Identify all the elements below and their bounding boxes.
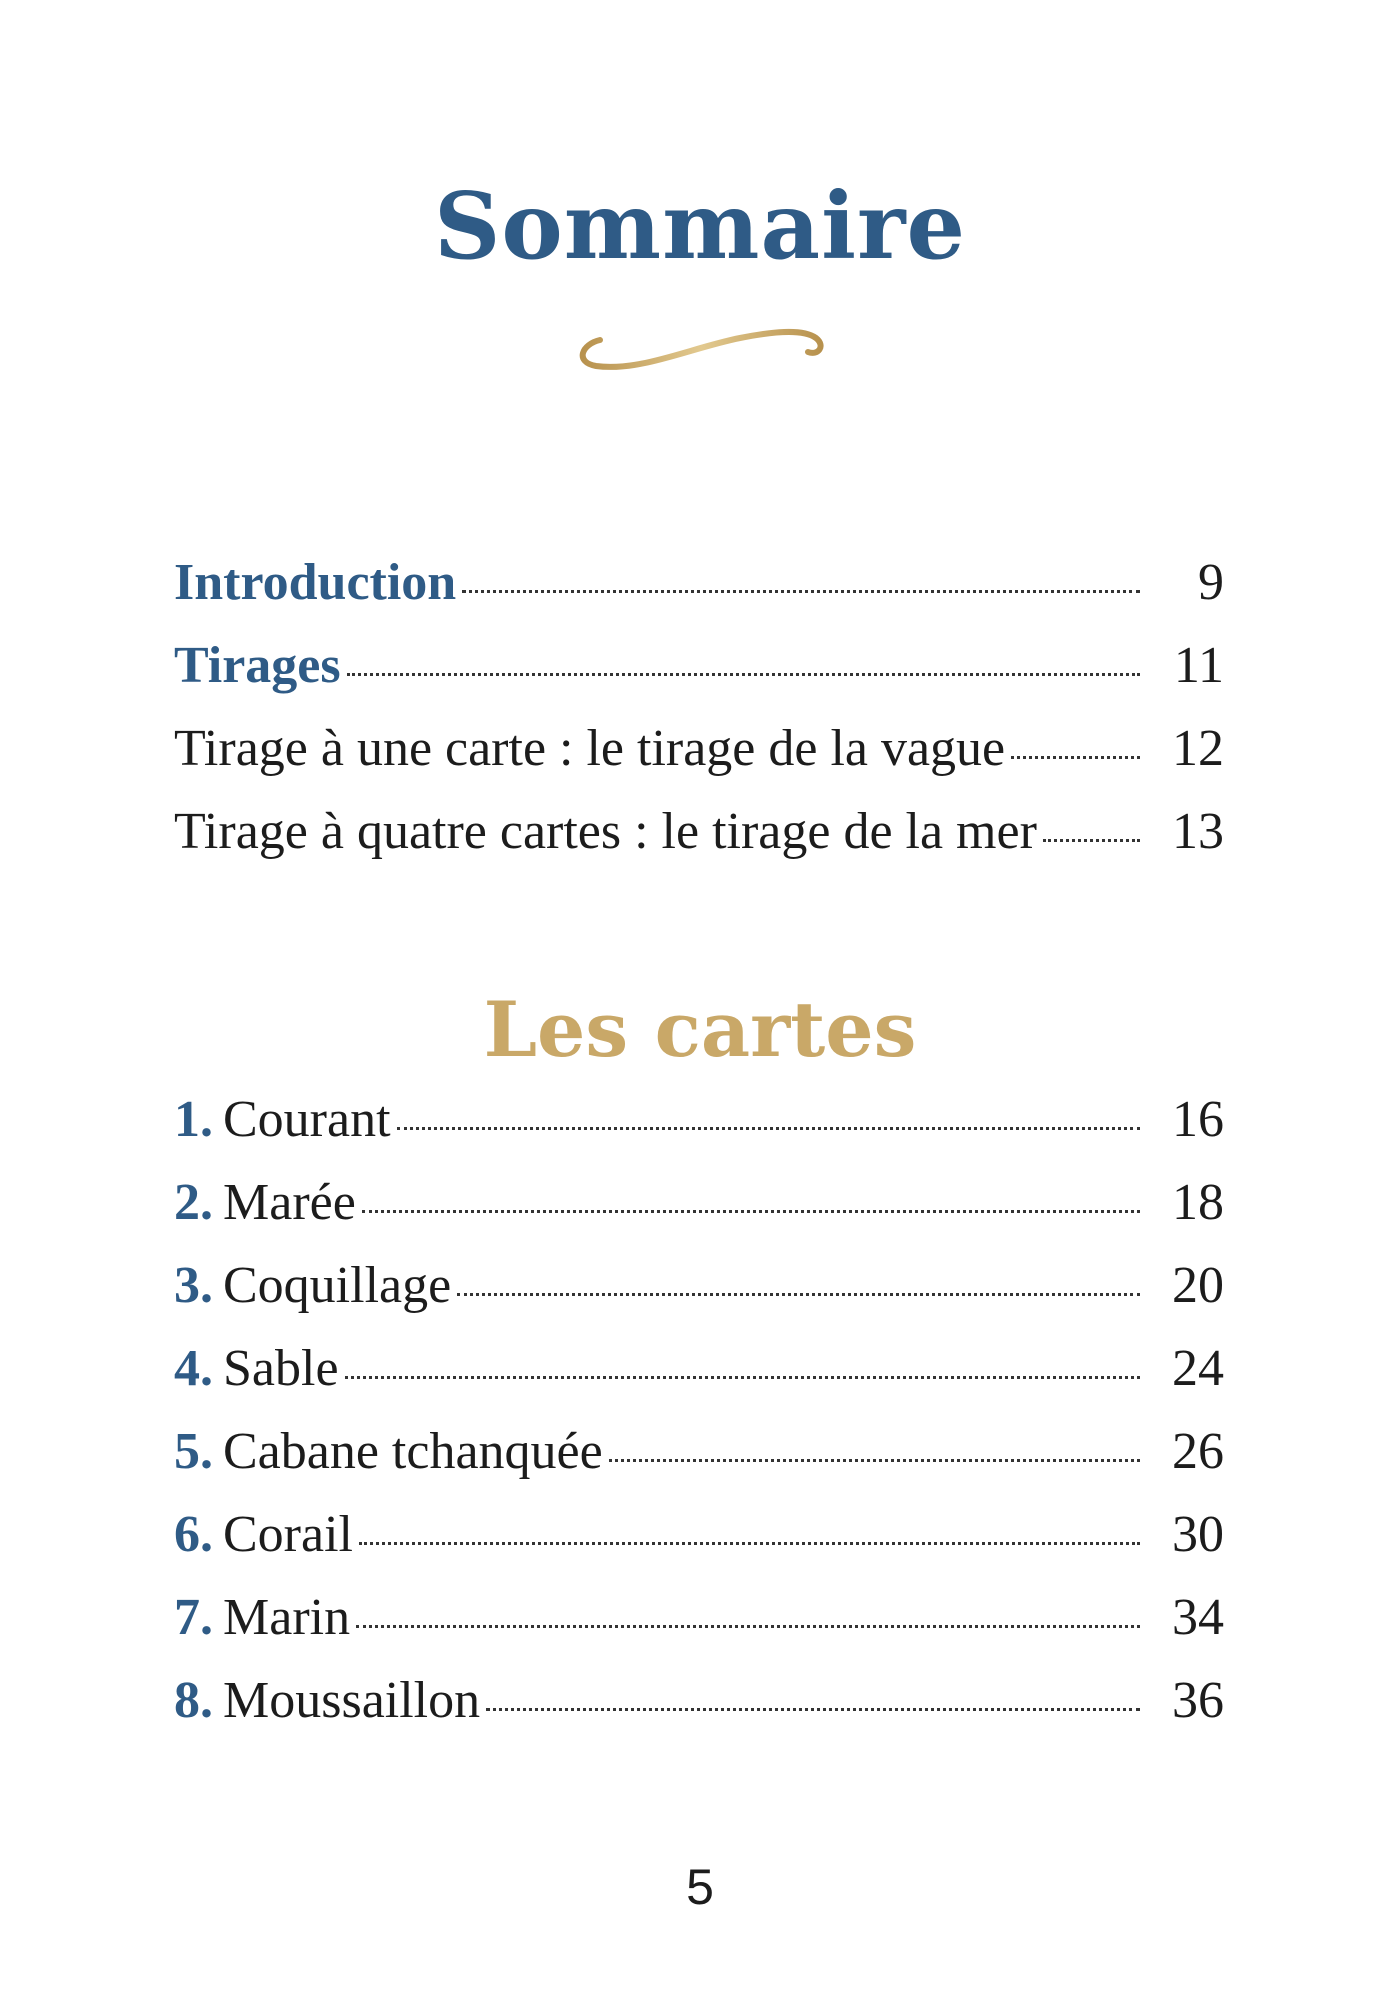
card-entry[interactable] [174,1588,1224,1671]
dot-leader [486,1708,1140,1711]
card-number: 5. [174,1423,213,1480]
toc-entry[interactable] [174,802,1224,885]
dot-leader [347,673,1140,676]
card-entry-page: 26 [1172,1423,1224,1480]
toc-cards-list [174,1090,1224,1754]
card-entry-page: 30 [1172,1506,1224,1563]
card-number: 3. [174,1257,213,1314]
dot-leader [359,1542,1140,1545]
toc-entry-label: Introduction [174,554,457,611]
card-entry-label: Cabane tchanquée [223,1423,603,1480]
toc-entry[interactable] [174,636,1224,719]
card-entry-label: Marin [223,1589,351,1646]
card-entry-label: Sable [223,1340,339,1397]
dot-leader [362,1210,1140,1213]
card-entry-page: 24 [1172,1340,1224,1397]
toc-entry-label: Tirages [174,637,341,694]
card-entry-page: 34 [1172,1589,1224,1646]
card-entry[interactable] [174,1422,1224,1505]
card-number: 1. [174,1091,213,1148]
card-number: 4. [174,1340,213,1397]
dot-leader [1011,756,1140,759]
card-number: 7. [174,1589,213,1646]
toc-entry-label: Tirage à une carte : le tirage de la vague [174,720,1006,777]
card-number: 8. [174,1672,213,1729]
card-entry-label: Marée [223,1174,356,1231]
page-number: 5 [686,1859,714,1915]
card-entry-page: 18 [1172,1174,1224,1231]
card-entry[interactable] [174,1173,1224,1256]
card-number: 6. [174,1506,213,1563]
card-entry[interactable] [174,1090,1224,1173]
toc-entry-page: 13 [1172,803,1224,860]
card-entry[interactable] [174,1256,1224,1339]
toc-intro-list [174,553,1224,885]
card-entry-page: 20 [1172,1257,1224,1314]
page-title: Sommaire [433,172,967,280]
card-entry[interactable] [174,1671,1224,1754]
card-entry[interactable] [174,1339,1224,1422]
toc-entry-label: Tirage à quatre cartes : le tirage de la mer [174,803,1037,860]
dot-leader [462,590,1140,593]
dot-leader [609,1459,1140,1462]
toc-entry[interactable] [174,719,1224,802]
card-entry-label: Corail [223,1506,353,1563]
card-entry-label: Coquillage [223,1257,452,1314]
gold-swash-ornament-icon [570,318,830,378]
toc-entry[interactable] [174,553,1224,636]
dot-leader [356,1625,1140,1628]
card-entry-label: Moussaillon [223,1672,481,1729]
card-entry-page: 16 [1172,1091,1224,1148]
dot-leader [457,1293,1140,1296]
dot-leader [397,1127,1140,1130]
toc-entry-page: 11 [1173,637,1224,694]
card-entry-page: 36 [1172,1672,1224,1729]
toc-entry-page: 12 [1172,720,1224,777]
card-number: 2. [174,1174,213,1231]
cards-section-title: Les cartes [483,985,917,1074]
card-entry-label: Courant [223,1091,391,1148]
card-entry[interactable] [174,1505,1224,1588]
dot-leader [1043,839,1140,842]
dot-leader [345,1376,1140,1379]
toc-entry-page: 9 [1198,554,1224,611]
